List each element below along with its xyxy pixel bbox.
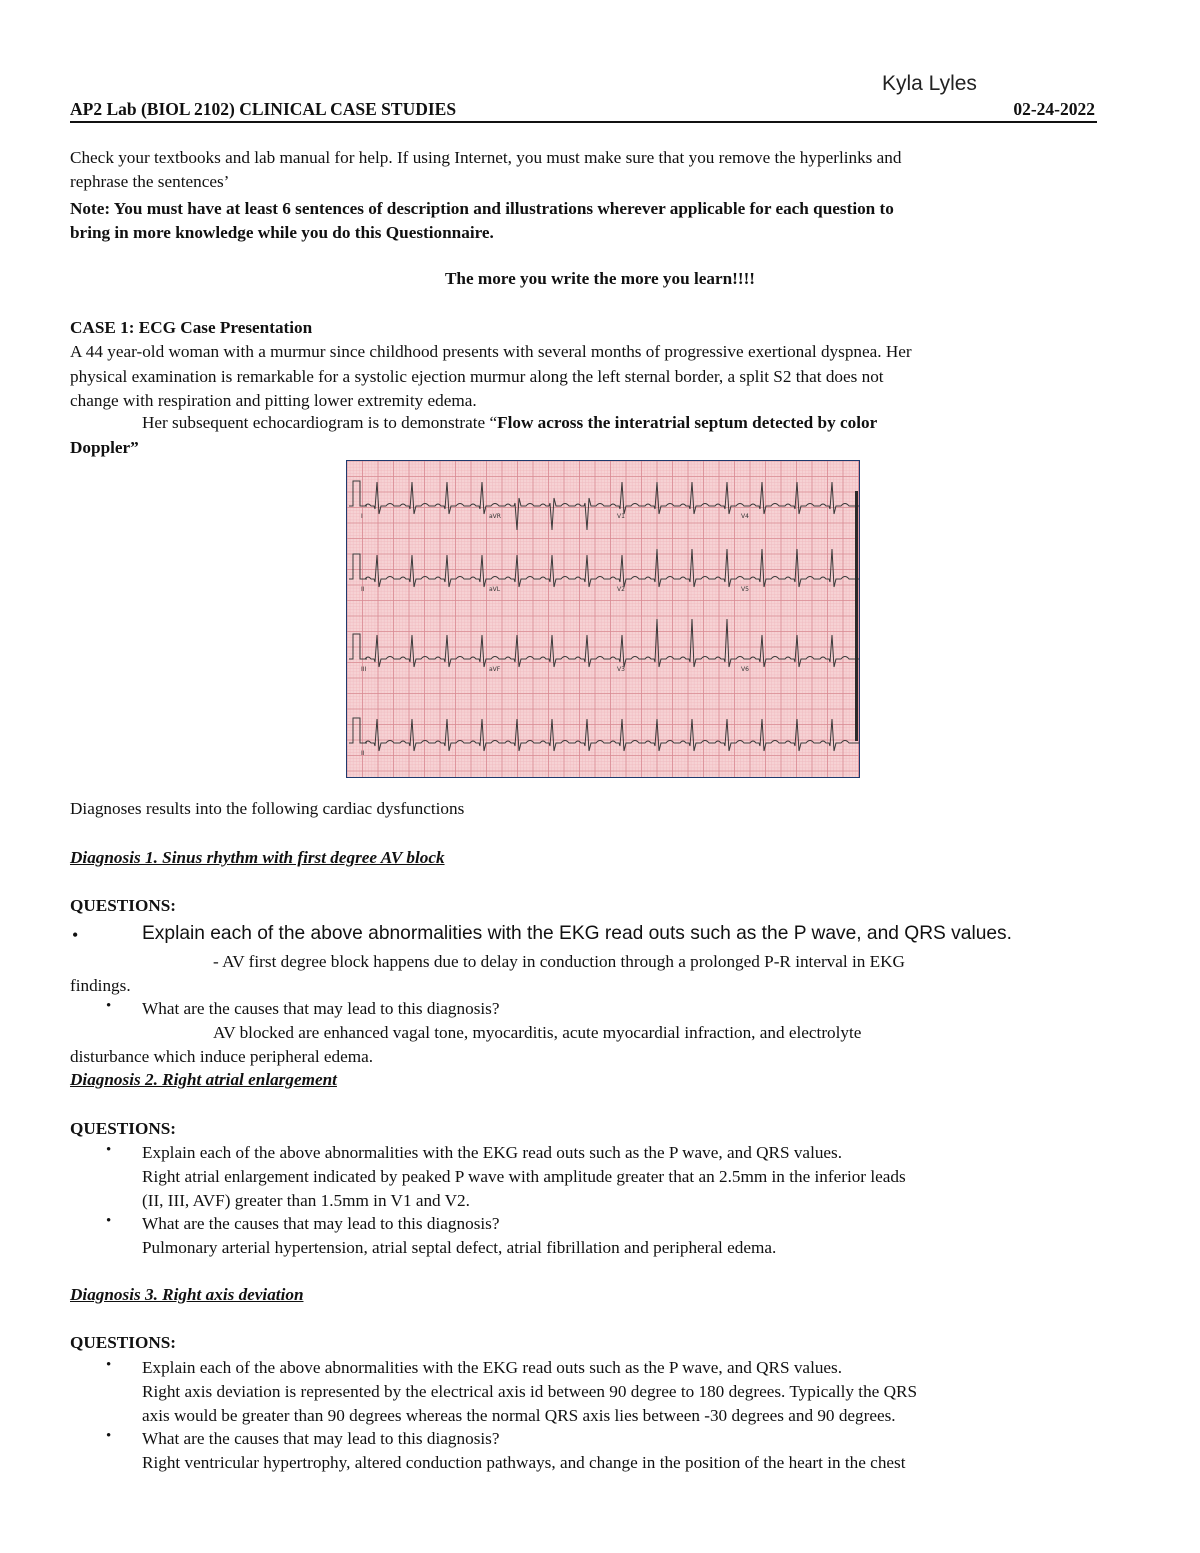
ecg-lead-label: aVL bbox=[489, 586, 501, 593]
case-text-5: Doppler” bbox=[70, 438, 139, 457]
bullet-icon: • bbox=[72, 925, 79, 945]
student-name: Kyla Lyles bbox=[882, 72, 977, 95]
diagnosis-2-question-2: What are the causes that may lead to this diagnosis? bbox=[142, 1214, 500, 1233]
diagnosis-1-answer-2-line-2: disturbance which induce peripheral edema. bbox=[70, 1047, 374, 1066]
case-text-4-lead: Her subsequent echocardiogram is to demonstrate “ bbox=[142, 413, 498, 432]
diagnosis-1-answer-1-line-2: findings. bbox=[70, 976, 131, 995]
note-line-1: Note: You must have at least 6 sentences of description and illustrations wherever applicable for each question to bbox=[70, 199, 894, 218]
document-header bbox=[70, 99, 1097, 123]
ecg-lead-label: V4 bbox=[741, 513, 749, 520]
diagnosis-1-question-1: Explain each of the above abnormalities with the EKG read outs such as the P wave, and QRS values. bbox=[142, 923, 1012, 944]
diagnosis-1-title: Diagnosis 1. Sinus rhythm with first degree AV block bbox=[70, 848, 445, 867]
ecg-lead-label: aVF bbox=[489, 666, 501, 673]
ecg-lead-label: V2 bbox=[617, 586, 625, 593]
diagnosis-3-answer-1-line-2: axis would be greater than 90 degrees whereas the normal QRS axis lies between -30 degrees and 90 degrees. bbox=[142, 1406, 896, 1425]
note-line-2: bring in more knowledge while you do this Questionnaire. bbox=[70, 223, 494, 242]
case-text-4-bold: Flow across the interatrial septum detected by color bbox=[497, 413, 878, 432]
case-text-4 bbox=[142, 411, 877, 435]
diagnosis-1-questions-label: QUESTIONS: bbox=[70, 896, 177, 915]
diagnosis-3-question-2: What are the causes that may lead to this diagnosis? bbox=[142, 1429, 500, 1448]
intro-line-2: rephrase the sentences’ bbox=[70, 172, 230, 191]
diagnosis-2-answer-2-line-1: Pulmonary arterial hypertension, atrial septal defect, atrial fibrillation and peripheral edema. bbox=[142, 1238, 777, 1257]
ecg-lead-label: V6 bbox=[741, 666, 749, 673]
diagnosis-1-answer-1-line-1: - AV first degree block happens due to delay in conduction through a prolonged P-R interval in EKG bbox=[213, 952, 905, 971]
diagnosis-3-question-1: Explain each of the above abnormalities with the EKG read outs such as the P wave, and QRS values. bbox=[142, 1358, 843, 1377]
diagnosis-2-question-1: Explain each of the above abnormalities with the EKG read outs such as the P wave, and QRS values. bbox=[142, 1143, 843, 1162]
intro-line-1: Check your textbooks and lab manual for help. If using Internet, you must make sure that you remove the hyperlinks and bbox=[70, 148, 902, 167]
diagnosis-3-questions-label: QUESTIONS: bbox=[70, 1333, 177, 1352]
ecg-lead-label: II bbox=[361, 586, 365, 593]
ecg-lead-label: aVR bbox=[489, 513, 501, 520]
diagnosis-2-title: Diagnosis 2. Right atrial enlargement bbox=[70, 1070, 337, 1089]
bullet-icon: • bbox=[106, 1213, 112, 1229]
ecg-lead-label: V1 bbox=[617, 513, 625, 520]
ecg-lead-label: III bbox=[361, 666, 367, 673]
case-text-1: A 44 year-old woman with a murmur since childhood presents with several months of progressive exertional dyspnea. Her bbox=[70, 342, 912, 361]
ecg-strip-svg bbox=[347, 461, 859, 777]
ecg-scan-edge bbox=[855, 491, 858, 741]
bullet-icon: • bbox=[106, 1428, 112, 1444]
bullet-icon: • bbox=[106, 998, 112, 1014]
diagnosis-2-answer-1-line-1: Right atrial enlargement indicated by peaked P wave with amplitude greater that an 2.5mm in the inferior leads bbox=[142, 1167, 906, 1186]
ecg-lead-label: V5 bbox=[741, 586, 749, 593]
case-text-2: physical examination is remarkable for a systolic ejection murmur along the left sternal border, a split S2 that does not bbox=[70, 367, 884, 386]
diagnosis-2-answer-1-line-2: (II, III, AVF) greater than 1.5mm in V1 and V2. bbox=[142, 1191, 470, 1210]
ecg-lead-label: V3 bbox=[617, 666, 625, 673]
diagnosis-2-questions-label: QUESTIONS: bbox=[70, 1119, 177, 1138]
bullet-icon: • bbox=[106, 1357, 112, 1373]
document-title: AP2 Lab (BIOL 2102) CLINICAL CASE STUDIES bbox=[70, 99, 457, 119]
diagnosis-1-question-2: What are the causes that may lead to this diagnosis? bbox=[142, 999, 500, 1018]
results-intro: Diagnoses results into the following cardiac dysfunctions bbox=[70, 799, 465, 818]
case-heading: CASE 1: ECG Case Presentation bbox=[70, 318, 313, 337]
diagnosis-3-title: Diagnosis 3. Right axis deviation bbox=[70, 1285, 304, 1304]
bullet-icon: • bbox=[106, 1142, 112, 1158]
case-text-3: change with respiration and pitting lower extremity edema. bbox=[70, 391, 477, 410]
document-date: 02-24-2022 bbox=[1013, 99, 1095, 119]
motto: The more you write the more you learn!!!! bbox=[444, 269, 756, 288]
diagnosis-3-answer-1-line-1: Right axis deviation is represented by the electrical axis id between 90 degree to 180 degrees. Typically the QRS bbox=[142, 1382, 918, 1401]
ecg-lead-label: I bbox=[361, 513, 363, 520]
ecg-strip-image bbox=[346, 460, 860, 778]
diagnosis-3-answer-2-line-1: Right ventricular hypertrophy, altered conduction pathways, and change in the position of the heart in the chest bbox=[142, 1453, 906, 1472]
diagnosis-1-answer-2-line-1: AV blocked are enhanced vagal tone, myocarditis, acute myocardial infraction, and electrolyte bbox=[213, 1023, 862, 1042]
ecg-lead-label: II bbox=[361, 750, 365, 757]
